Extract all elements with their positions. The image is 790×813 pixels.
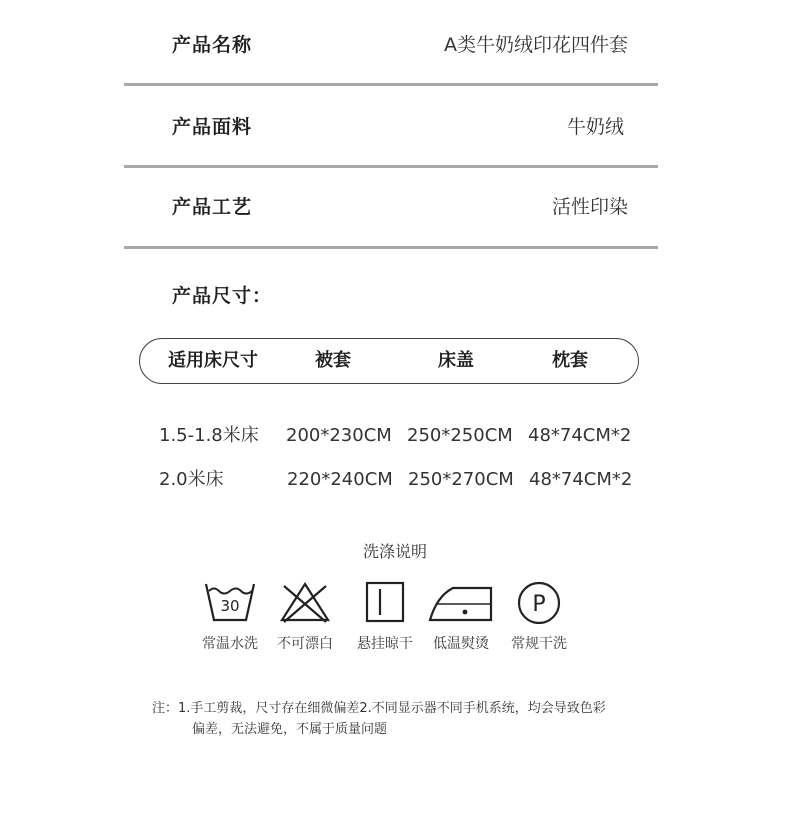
table-cell: 200*230CM — [286, 425, 392, 446]
divider — [124, 83, 658, 86]
table-cell: 250*270CM — [408, 469, 514, 490]
care-label: 低温熨烫 — [433, 636, 489, 652]
footnote — [152, 698, 652, 740]
table-row — [0, 422, 790, 450]
product-name-label: 产品名称 — [172, 34, 253, 56]
size-section-title: 产品尺寸： — [172, 285, 273, 307]
size-table-header — [139, 338, 639, 384]
table-cell: 250*250CM — [407, 425, 513, 446]
svg-text:30: 30 — [220, 597, 240, 615]
dry-clean-icon — [512, 580, 566, 624]
care-item — [421, 580, 501, 654]
product-fabric-value: 牛奶绒 — [566, 116, 624, 138]
product-fabric-row — [124, 112, 658, 142]
product-name-value: A类牛奶绒印花四件套 — [444, 34, 628, 56]
table-row — [0, 466, 790, 494]
hang-dry-icon — [358, 580, 412, 624]
care-item — [499, 580, 579, 654]
care-label: 不可漂白 — [277, 636, 333, 652]
table-cell: 2.0米床 — [159, 469, 224, 490]
care-label: 常温水洗 — [202, 636, 258, 652]
footnote-line: 偏差，无法避免，不属于质量问题 — [192, 722, 388, 737]
care-item — [190, 580, 270, 654]
product-name-row — [124, 30, 658, 60]
care-label: 常规干洗 — [511, 636, 567, 652]
no-bleach-icon — [278, 580, 332, 624]
product-craft-row — [124, 192, 658, 222]
header-pillowcase: 枕套 — [552, 350, 588, 371]
table-cell: 48*74CM*2 — [528, 425, 632, 446]
product-fabric-label: 产品面料 — [172, 116, 253, 138]
care-item — [345, 580, 425, 654]
table-cell: 48*74CM*2 — [529, 469, 633, 490]
svg-text:P: P — [532, 592, 546, 617]
header-bed-size: 适用床尺寸 — [168, 350, 258, 371]
divider — [124, 246, 658, 249]
product-craft-label: 产品工艺 — [172, 196, 253, 218]
product-craft-value: 活性印染 — [551, 196, 628, 218]
divider — [124, 165, 658, 168]
care-label: 悬挂晾干 — [357, 636, 413, 652]
header-duvet: 被套 — [315, 350, 351, 371]
table-cell: 220*240CM — [287, 469, 393, 490]
header-bedspread: 床盖 — [438, 350, 474, 371]
wash-30-icon — [203, 580, 257, 624]
table-cell: 1.5-1.8米床 — [159, 425, 259, 446]
care-item — [265, 580, 345, 654]
low-iron-icon — [427, 580, 495, 624]
wash-section-title: 洗涤说明 — [362, 542, 427, 561]
footnote-line: 注：1.手工剪裁，尺寸存在细微偏差2.不同显示器不同手机系统，均会导致色彩 — [152, 701, 606, 716]
